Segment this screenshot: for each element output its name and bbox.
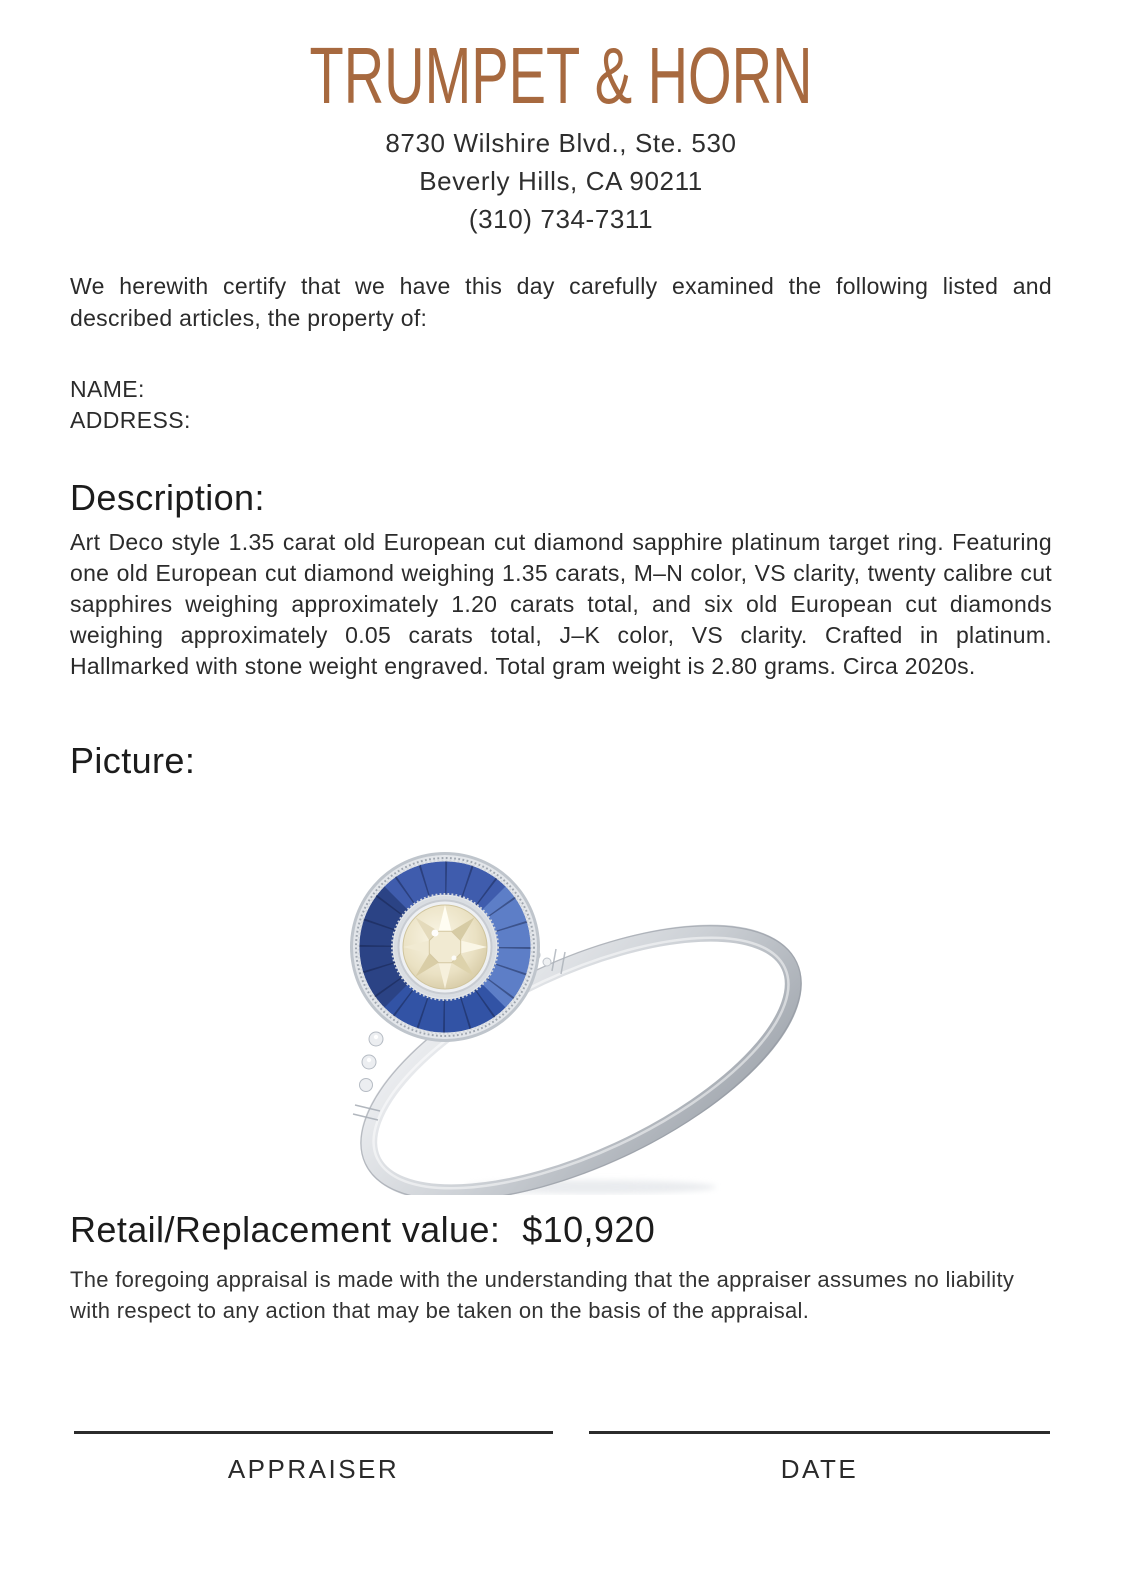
appraiser-label: APPRAISER [227, 1454, 400, 1484]
letterhead-address [0, 124, 1122, 238]
address-phone: (310) 734-7311 [468, 204, 654, 234]
ring-illustration [281, 843, 841, 1195]
brand-logo: TRUMPET & HORN [309, 31, 813, 120]
valuation-disclaimer: The foregoing appraisal is made with the understanding that the appraiser assumes no liability with respect to any action that may be taken on the basis of the appraisal. [70, 1267, 1015, 1323]
description-heading: Description: [70, 477, 265, 518]
appraiser-signature-line [74, 1431, 553, 1434]
owner-name-label: NAME: [70, 376, 145, 402]
certification-text: We herewith certify that we have this day carefully examined the following listed and described articles, the property of: [70, 273, 1052, 331]
date-label: DATE [780, 1454, 859, 1484]
address-line-1: 8730 Wilshire Blvd., Ste. 530 [385, 128, 737, 158]
owner-address-label: ADDRESS: [70, 407, 191, 433]
owner-block [70, 374, 1052, 436]
ring-photo [281, 843, 841, 1195]
ring-head [350, 852, 540, 1042]
valuation-line [70, 1208, 1052, 1252]
description-body: Art Deco style 1.35 carat old European cut diamond sapphire platinum target ring. Featuring one old European cut diamond weighing 1.35 carats, M–N color, VS clarity, twenty calibre cut sapphires weighing approximately 1.20 carats total, and six old European cut diamonds weighing approximately 0.05 carats total, J–K color, VS clarity. Crafted in platinum. Hallmarked with stone weight engraved. Total gram weight is 2.80 grams. Circa 2020s. [70, 529, 1052, 679]
address-line-2: Beverly Hills, CA 90211 [419, 166, 703, 196]
valuation-amount: $10,920 [522, 1209, 656, 1250]
picture-heading: Picture: [70, 740, 196, 781]
date-signature-line [589, 1431, 1050, 1434]
valuation-heading: Retail/Replacement value: [70, 1209, 501, 1250]
center-diamond [403, 905, 487, 989]
